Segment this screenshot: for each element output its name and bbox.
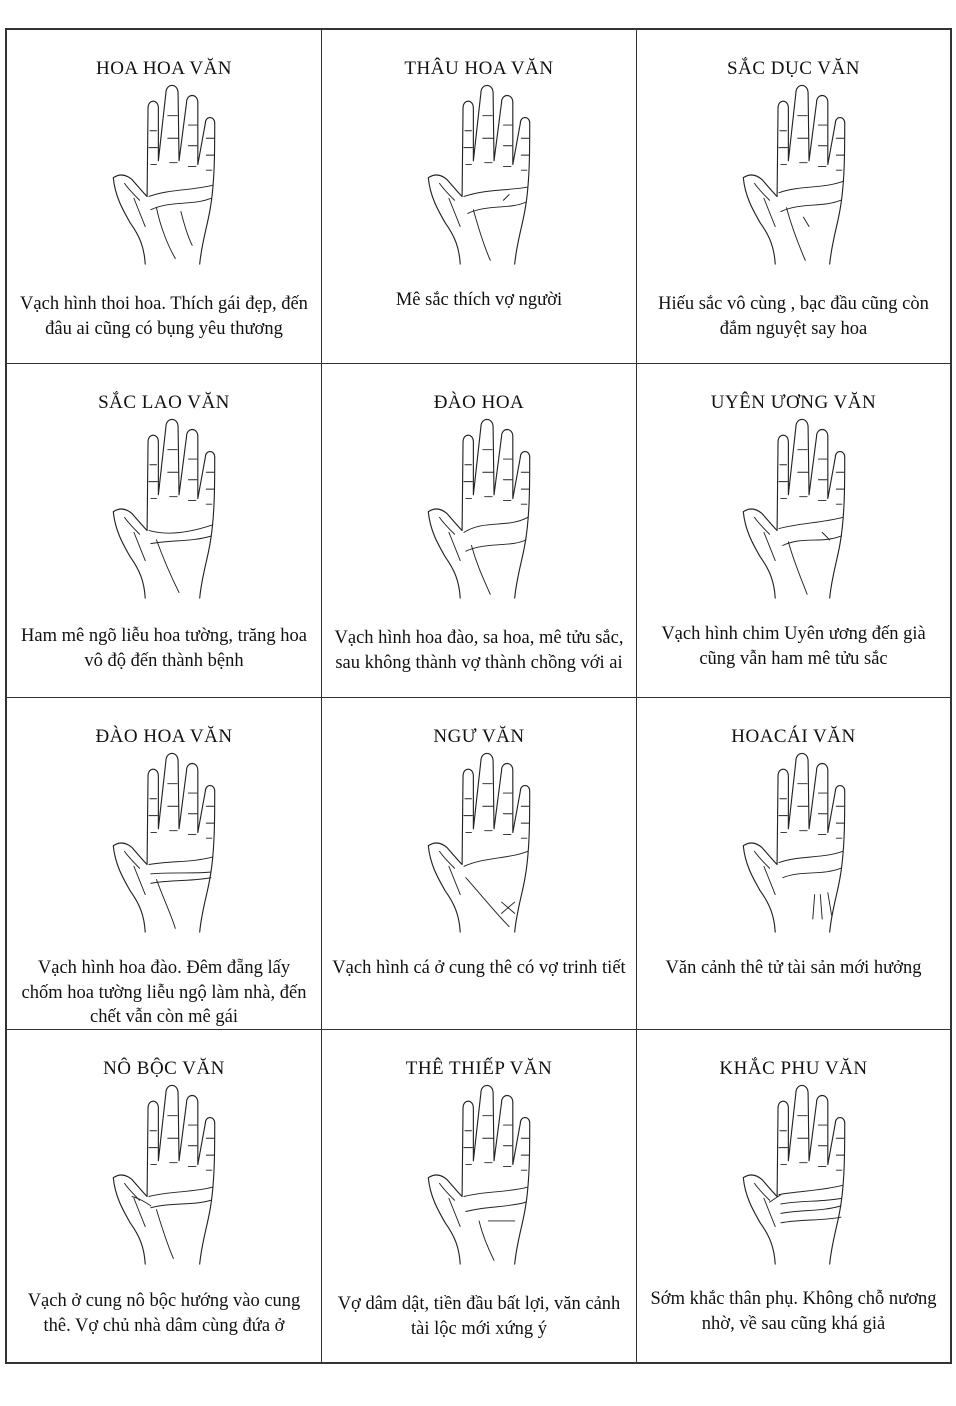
- card-title: NÔ BỘC VĂN: [103, 1058, 225, 1079]
- palm-hand-icon: [736, 80, 852, 266]
- card-title: SẮC LAO VĂN: [98, 392, 230, 413]
- card-hoa-hoa-van: [7, 30, 322, 364]
- card-title: HOACÁI VĂN: [731, 726, 856, 747]
- palm-lines-table: [5, 28, 952, 1364]
- card-title: HOA HOA VĂN: [95, 58, 233, 79]
- card-caption: Sớm khắc thân phụ. Không chỗ nương nhờ, về sau cũng khá giả: [650, 1289, 937, 1334]
- palm-hand-icon: [106, 1080, 222, 1266]
- card-sac-lao-van: [7, 364, 322, 698]
- palm-hand-icon: [736, 1080, 852, 1266]
- palm-hand-icon: [736, 748, 852, 934]
- card-title: ĐÀO HOA: [433, 392, 525, 413]
- card-title: KHẮC PHU VĂN: [719, 1058, 868, 1079]
- card-title: UYÊN ƯƠNG VĂN: [710, 392, 877, 413]
- card-caption: Vạch hình thoi hoa. Thích gái đẹp, đến đâu ai cũng có bụng yêu thương: [20, 294, 308, 339]
- card-caption: Mê sắc thích vợ người: [395, 290, 563, 310]
- card-hoacai-van: [637, 698, 950, 1030]
- card-caption: Vạch ở cung nô bộc hướng vào cung thê. Vợ chủ nhà dâm cùng đứa ở: [27, 1291, 301, 1336]
- card-khac-phu-van: [637, 1030, 950, 1362]
- palm-hand-icon: [421, 414, 537, 600]
- palm-hand-icon: [421, 748, 537, 934]
- palm-hand-icon: [106, 80, 222, 266]
- card-title: SẮC DỤC VĂN: [727, 58, 860, 79]
- card-caption: Hiếu sắc vô cùng , bạc đầu cũng còn đắm nguyệt say hoa: [658, 294, 929, 339]
- card-thau-hoa-van: [322, 30, 637, 364]
- palm-hand-icon: [421, 1080, 537, 1266]
- card-caption: Văn cảnh thê tử tài sản mới hưởng: [665, 958, 922, 978]
- card-title: ĐÀO HOA VĂN: [95, 726, 233, 747]
- card-caption: Vạch hình hoa đào, sa hoa, mê tửu sắc, sau không thành vợ thành chồng với ai: [334, 628, 624, 673]
- card-uyen-uong-van: [637, 364, 950, 698]
- card-caption: Vợ dâm dật, tiền đầu bất lợi, văn cảnh tài lộc mới xứng ý: [337, 1294, 621, 1339]
- card-title: THÊ THIẾP VĂN: [405, 1058, 553, 1079]
- card-no-boc-van: [7, 1030, 322, 1362]
- palm-hand-icon: [421, 80, 537, 266]
- card-ngu-van: [322, 698, 637, 1030]
- palm-hand-icon: [736, 414, 852, 600]
- card-sac-duc-van: [637, 30, 950, 364]
- card-dao-hoa: [322, 364, 637, 698]
- palm-hand-icon: [106, 748, 222, 934]
- card-the-thiep-van: [322, 1030, 637, 1362]
- card-caption: Vạch hình hoa đào. Đêm đẵng lấy chốm hoa tường liễu ngộ làm nhà, đến chết vẫn còn mê gái: [21, 958, 307, 1027]
- card-caption: Vạch hình cá ở cung thê có vợ trinh tiết: [332, 958, 626, 978]
- card-caption: Vạch hình chim Uyên ương đến già cũng vẫn ham mê tửu sắc: [661, 624, 926, 669]
- palm-hand-icon: [106, 414, 222, 600]
- card-title: THÂU HOA VĂN: [404, 58, 554, 79]
- card-title: NGƯ VĂN: [433, 726, 525, 747]
- card-caption: Ham mê ngõ liễu hoa tường, trăng hoa vô độ đến thành bệnh: [21, 626, 307, 671]
- card-dao-hoa-van: [7, 698, 322, 1030]
